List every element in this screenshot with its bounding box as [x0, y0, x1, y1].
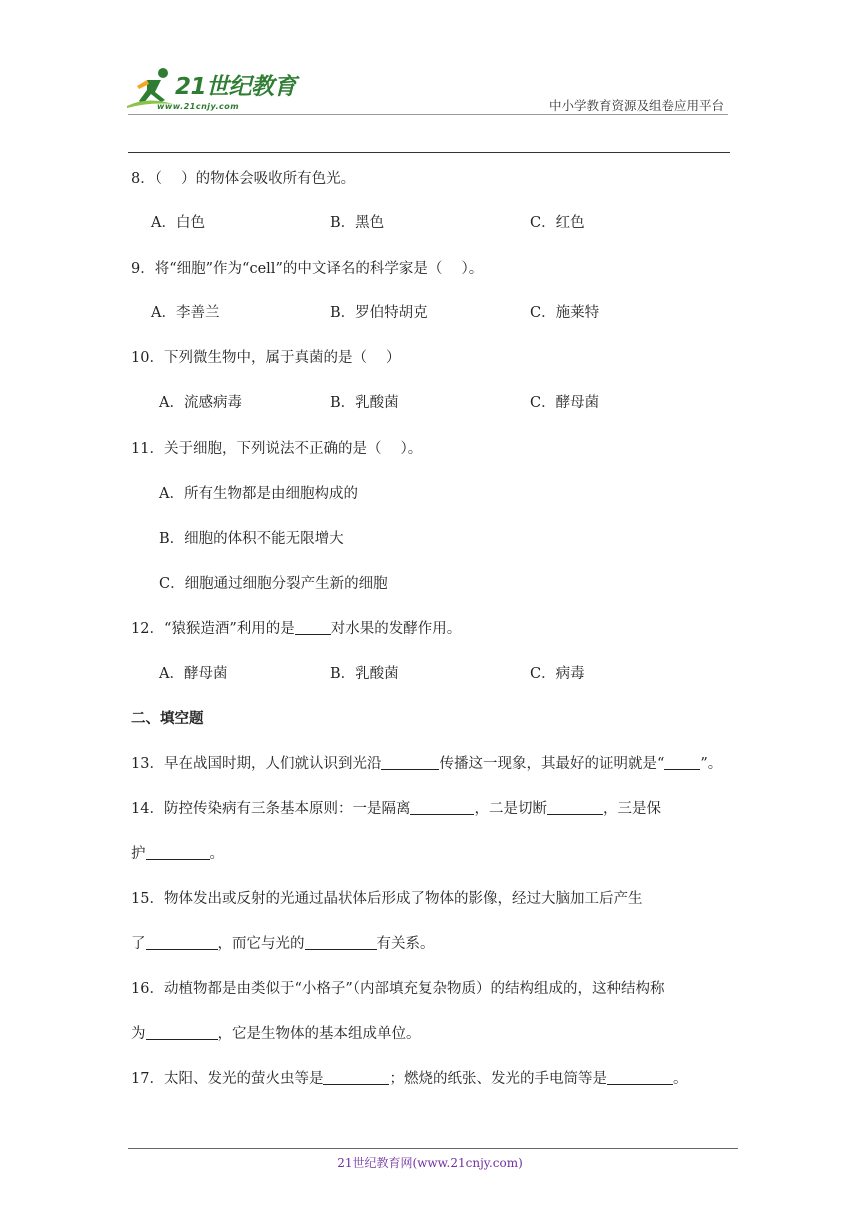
fill-question-16: 16．动植物都是由类似于“小格子”（内部填充复杂物质）的结构组成的，这种结构称	[131, 981, 665, 997]
stem-text: ，二是切断	[474, 801, 547, 817]
question-stem: 9．将“细胞”作为“cell”的中文译名的科学家是（ ）。	[131, 261, 484, 277]
stem-text: 17．太阳、发光的萤火虫等是	[131, 1071, 324, 1087]
option-c: C．细胞通过细胞分裂产生新的细胞	[159, 576, 388, 592]
stem-text: ，而它与光的	[217, 936, 305, 952]
answer-blank[interactable]	[323, 1070, 389, 1085]
answer-blank[interactable]	[547, 800, 603, 815]
stem-text: 。	[672, 1071, 688, 1087]
answer-blank[interactable]	[146, 1025, 218, 1040]
stem-text: ，它是生物体的基本组成单位。	[217, 1026, 421, 1042]
header-tagline: 中小学教育资源及组卷应用平台	[548, 98, 724, 113]
fill-question-15: 15．物体发出或反射的光通过晶状体后形成了物体的影像，经过大脑加工后产生	[131, 891, 643, 907]
stem-text: ；燃烧的纸张、发光的手电筒等是	[389, 1071, 607, 1087]
fill-question-14	[131, 797, 661, 818]
option-b: B．乳酸菌	[330, 395, 399, 411]
option-a: A．李善兰	[151, 305, 220, 321]
stem-text: 12．“猿猴造酒”利用的是	[131, 621, 295, 637]
option-a: A．酵母菌	[159, 666, 228, 682]
fill-question-17	[131, 1067, 687, 1088]
option-c: C．施莱特	[530, 305, 600, 321]
option-c: C．红色	[530, 215, 585, 231]
option-a: A．所有生物都是由细胞构成的	[159, 486, 358, 502]
header-rule-bold	[128, 152, 730, 153]
answer-blank[interactable]	[146, 845, 210, 860]
stem-text: 。	[209, 846, 224, 862]
option-a: A．白色	[151, 215, 205, 231]
answer-blank[interactable]	[381, 755, 439, 770]
stem-text: ，三是保	[602, 801, 661, 817]
stem-text: 护	[131, 846, 146, 862]
option-c: C．酵母菌	[530, 395, 600, 411]
fill-question-15-cont	[131, 932, 435, 953]
stem-text: 对水果的发酵作用。	[330, 621, 462, 637]
stem-text: ”。	[700, 756, 723, 772]
option-c: C．病毒	[530, 666, 585, 682]
logo-url: www.21cnjy.com	[157, 102, 240, 111]
stem-text: 了	[131, 936, 146, 952]
stem-text: 有关系。	[376, 936, 435, 952]
answer-blank[interactable]	[305, 935, 377, 950]
stem-text: 传播这一现象，其最好的证明就是“	[439, 756, 665, 772]
footer-rule	[128, 1148, 738, 1149]
answer-blank[interactable]	[607, 1070, 673, 1085]
logo-text: 21世纪教育	[175, 74, 297, 100]
option-b: B．乳酸菌	[330, 666, 399, 682]
site-logo	[125, 66, 295, 118]
option-a: A．流感病毒	[159, 395, 242, 411]
answer-blank[interactable]	[664, 755, 700, 770]
question-stem: 11．关于细胞，下列说法不正确的是（ ）。	[131, 441, 423, 457]
fill-question-13	[131, 752, 722, 773]
question-stem: 8．（ ）的物体会吸收所有色光。	[131, 171, 356, 187]
stem-text: 为	[131, 1026, 146, 1042]
answer-blank[interactable]	[410, 800, 474, 815]
footer-text: 21世纪教育网(www.21cnjy.com)	[337, 1156, 523, 1170]
question-stem: 10．下列微生物中，属于真菌的是（ ）	[131, 350, 401, 366]
header-rule	[128, 114, 728, 115]
stem-text: 14．防控传染病有三条基本原则：一是隔离	[131, 801, 411, 817]
option-b: B．黑色	[330, 215, 385, 231]
option-b: B．罗伯特胡克	[330, 305, 428, 321]
question-stem	[131, 617, 461, 638]
fill-question-16-cont	[131, 1022, 421, 1043]
fill-question-14-cont	[131, 842, 224, 863]
section-title: 二、填空题	[131, 711, 204, 727]
answer-blank[interactable]	[146, 935, 218, 950]
option-b: B．细胞的体积不能无限增大	[159, 531, 344, 547]
stem-text: 13．早在战国时期，人们就认识到光沿	[131, 756, 382, 772]
answer-blank[interactable]	[295, 620, 331, 635]
